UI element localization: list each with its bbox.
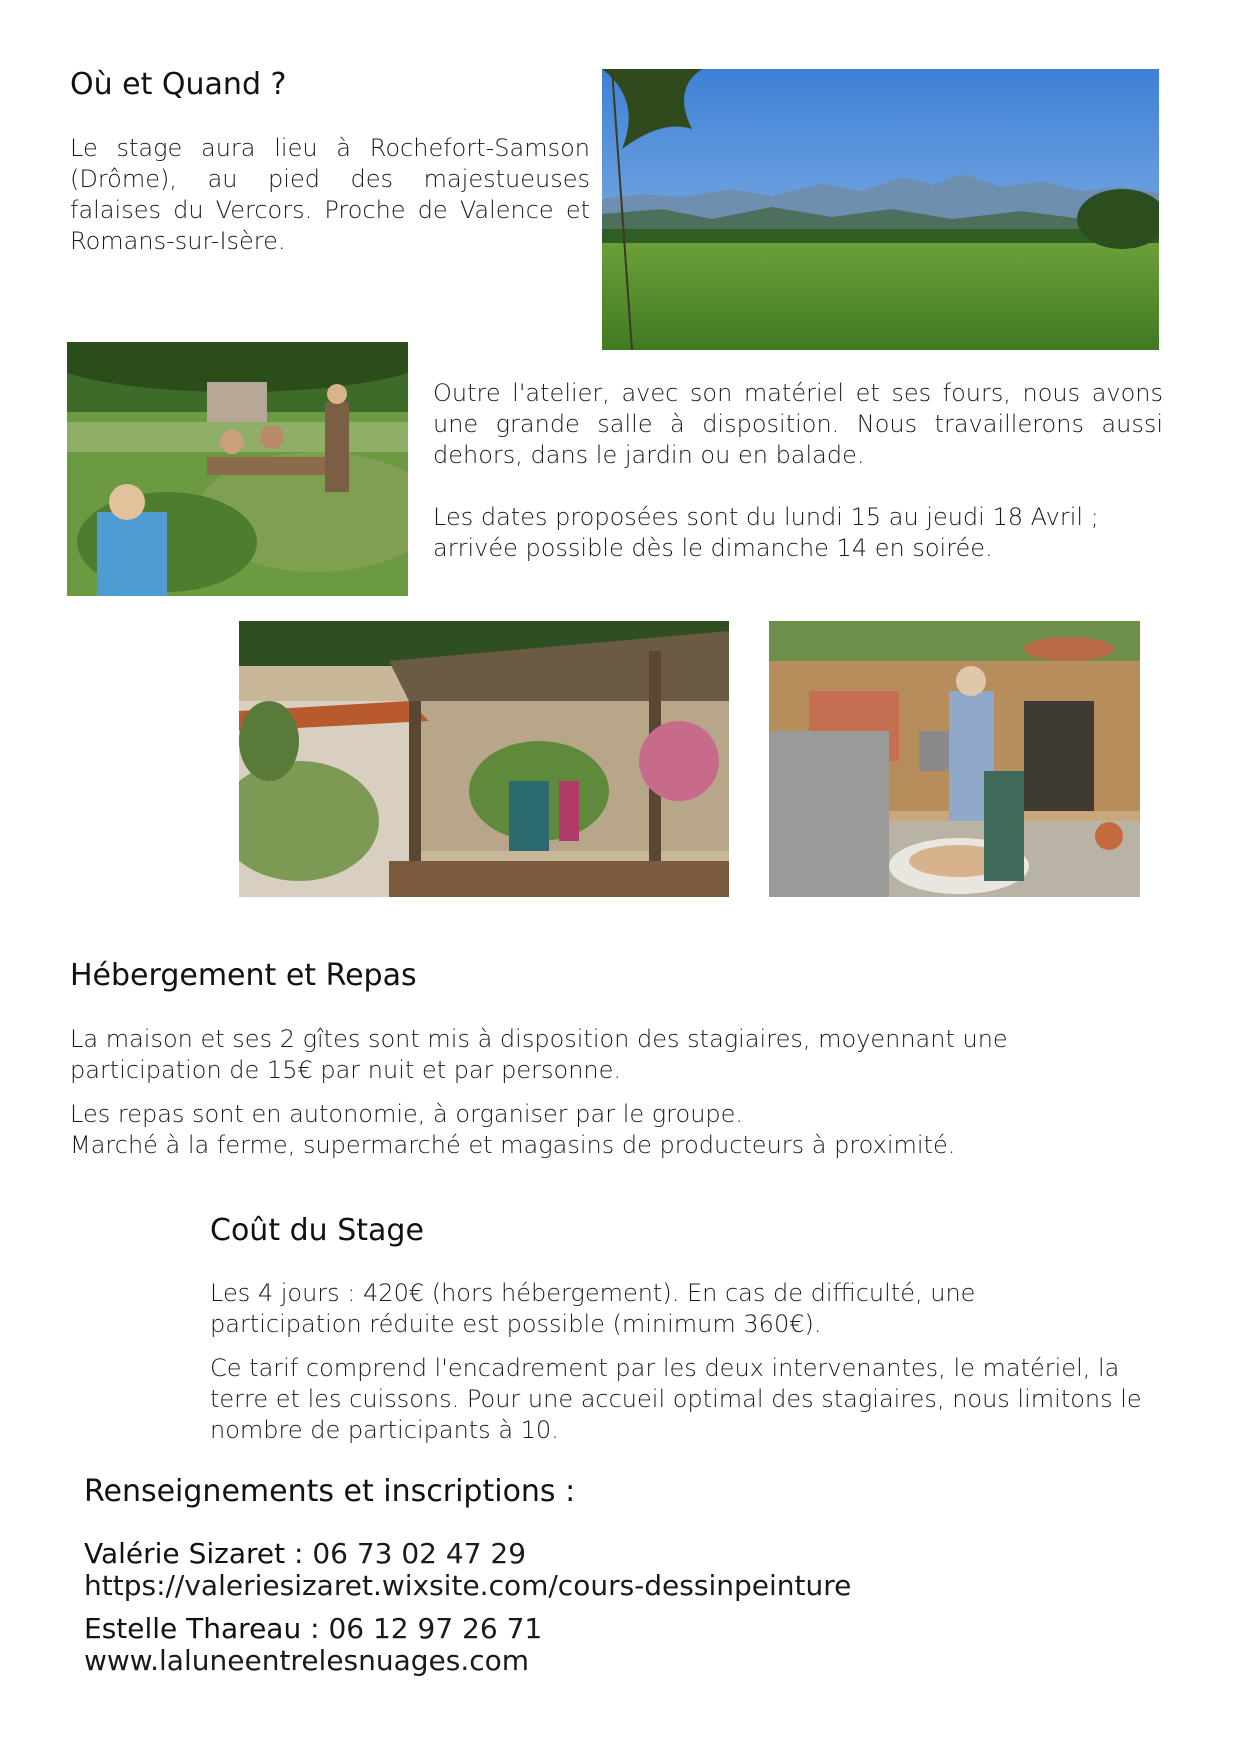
contact-phone-estelle[interactable]: : 06 12 97 26 71 — [301, 1612, 543, 1645]
atelier-text: Outre l'atelier, avec son matériel et ses fours, nous avons une grande salle à disposition. Nous travaillerons aussi dehors, dans le jardin ou en balade. — [433, 379, 1163, 469]
where-when-text: Le stage aura lieu à Rochefort-Samson (Drôme), au pied des majestueuses falaises du Vercors. Proche de Valence et Romans-sur-Isère. — [70, 134, 590, 255]
cost-text: Les 4 jours : 420€ (hors hébergement). En cas de difficulté, une participation réduite est possible (minimum 360€). — [210, 1279, 976, 1338]
contact-name-valerie: Valérie Sizaret — [84, 1537, 286, 1570]
meals-text-line1: Les repas sont en autonomie, à organiser par le groupe. — [70, 1100, 744, 1128]
landscape-photo — [602, 69, 1159, 350]
where-when-title: Où et Quand ? — [70, 67, 287, 102]
contact-name-estelle: Estelle Thareau — [84, 1612, 302, 1645]
lodging-title: Hébergement et Repas — [70, 958, 417, 993]
contact-url-estelle[interactable]: www.laluneentrelesnuages.com — [84, 1644, 530, 1677]
tariff-text: Ce tarif comprend l'encadrement par les deux intervenantes, le matériel, la terre et les cuissons. Pour une accueil optimal des stagiaires, nous limitons le nombre de participants à 10. — [210, 1354, 1142, 1444]
garden-workshop-photo — [67, 342, 408, 596]
lodging-text: La maison et ses 2 gîtes sont mis à disposition des stagiaires, moyennant une participation de 15€ par nuit et par personne. — [70, 1025, 1008, 1084]
meals-text-line2: Marché à la ferme, supermarché et magasins de producteurs à proximité. — [70, 1131, 956, 1159]
contact-person-2 — [84, 1613, 542, 1645]
raku-kiln-photo — [769, 621, 1140, 897]
contact-title: Renseignements et inscriptions : — [84, 1474, 576, 1509]
contact-person-1 — [84, 1538, 526, 1570]
dates-text: Les dates proposées sont du lundi 15 au jeudi 18 Avril ; arrivée possible dès le dimanche 14 en soirée. — [433, 503, 1099, 562]
contact-url-valerie[interactable]: https://valeriesizaret.wixsite.com/cours-dessinpeinture — [84, 1569, 852, 1602]
cost-title: Coût du Stage — [210, 1213, 424, 1248]
house-pergola-photo — [239, 621, 729, 897]
contact-phone-valerie[interactable]: : 06 73 02 47 29 — [285, 1537, 527, 1570]
